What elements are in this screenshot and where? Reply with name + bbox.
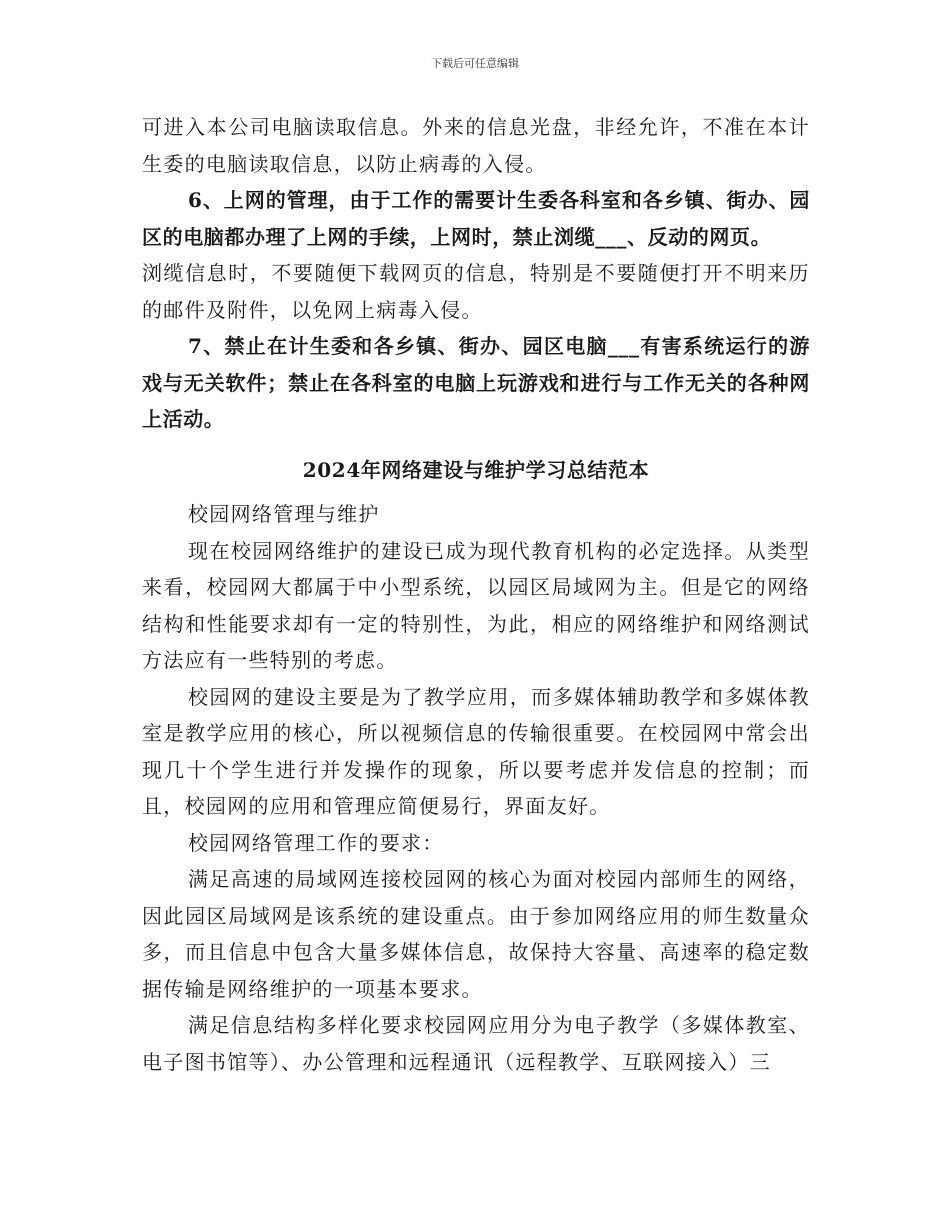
paragraph-continuation: 可进入本公司电脑读取信息。外来的信息光盘，非经允许，不准在本计生委的电脑读取信息，以防止病毒的入侵。 (142, 115, 810, 176)
paragraph-intro: 现在校园网络维护的建设已成为现代教育机构的必定选择。从类型来看，校园网大都属于中小型系统，以园区局域网为主。但是它的网络结构和性能要求却有一定的特别性，为此，相应的网络维护和网络测试方法应有一些特别的考虑。 (142, 538, 810, 672)
paragraph-item-6: 6、上网的管理，由于工作的需要计生委各科室和各乡镇、街办、园区的电脑都办理了上网的手续，上网时，禁止浏缆___、反动的网页。 (142, 188, 810, 249)
section-title: 2024年网络建设与维护学习总结范本 (302, 457, 650, 482)
paragraph-requirements-heading: 校园网络管理工作的要求： (188, 830, 444, 855)
paragraph-subheading: 校园网络管理与维护 (188, 502, 380, 526)
paragraph-teaching: 校园网的建设主要是为了教学应用，而多媒体辅助教学和多媒体教室是教学应用的核心，所以视频信息的传输很重要。在校园网中常会出现几十个学生进行并发操作的现象，所以要考虑并发信息的控制；而且，校园网的应用和管理应简便易行，界面友好。 (142, 684, 810, 818)
page-header: 下载后可任意编辑 (431, 57, 519, 70)
document-body (142, 109, 810, 1080)
paragraph-lan: 满足高速的局域网连接校园网的核心为面对校园内部师生的网络，因此园区局域网是该系统的建设重点。由于参加网络应用的师生数量众多，而且信息中包含大量多媒体信息，故保持大容量、高速率的稳定数据传输是网络维护的一项基本要求。 (142, 867, 810, 1001)
paragraph-item-7: 7、禁止在计生委和各乡镇、街办、园区电脑___有害系统运行的游戏与无关软件；禁止在各科室的电脑上玩游戏和进行与工作无关的各种网上活动。 (142, 334, 810, 431)
paragraph-structure: 满足信息结构多样化要求校园网应用分为电子教学（多媒体教室、电子图书馆等）、办公管理和远程通讯（远程教学、互联网接入）三 (142, 1013, 810, 1074)
paragraph-browsing-note: 浏缆信息时，不要随便下载网页的信息，特别是不要随便打开不明来历的邮件及附件，以免网上病毒入侵。 (142, 261, 810, 322)
